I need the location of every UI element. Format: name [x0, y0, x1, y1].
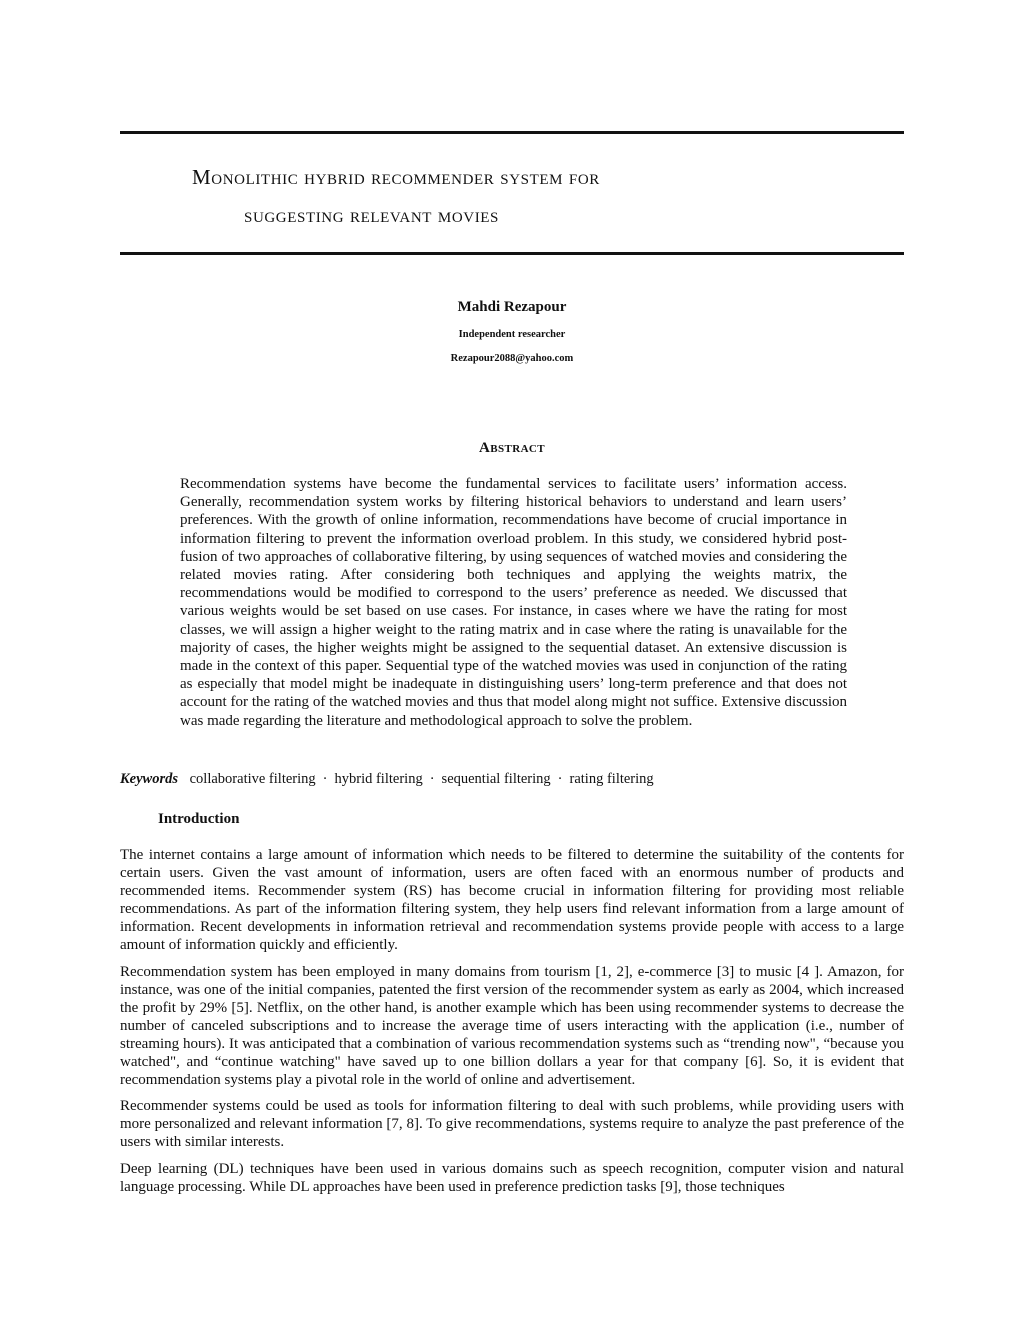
keyword-separator: · — [322, 771, 328, 787]
abstract-heading: Abstract — [479, 440, 545, 456]
keywords-line — [120, 770, 904, 788]
keywords-label: Keywords — [120, 771, 178, 787]
introduction-body — [120, 846, 904, 1204]
abstract-text: Recommendation systems have become the fundamental services to facilitate users’ information access. Generally, recommendation system works by filtering historical behaviors to understand and learn users’ preferences. With the growth of online information, recommendations have become of crucial importance in information filtering to prevent the information overload problem. In this study, we considered hybrid post-fusion of two approaches of collaborative filtering, by using sequences of watched movies and considering the related movies rating. After considering both techniques and applying the weights matrix, the recommendations would be modified to correspond to the users’ preference as needed. We discussed that various weights would be set based on use cases. For instance, in cases where we have the rating for most classes, we will assign a higher weight to the rating matrix and in case where the rating is unavailable for the majority of cases, the higher weights might be assigned to the sequential dataset. An extensive discussion is made in the context of this paper. Sequential type of the watched movies was used in conjunction of the rating as especially that model might be inadequate in distinguishing users’ long-term preference and that does not account for the rating of the watched movies and thus that model along might not suffice. Extensive discussion was made regarding the literature and methodological approach to solve the problem. — [180, 476, 847, 729]
author-email: Rezapour2088@yahoo.com — [450, 353, 574, 364]
title-rule-top — [120, 131, 904, 134]
introduction-heading: Introduction — [158, 811, 240, 827]
body-paragraph: Recommender systems could be used as tools for information filtering to deal with such problems, while providing users with more personalized and relevant information [7, 8]. To give recommendations, systems require to analyze the past preference of the users with similar interests. — [120, 1098, 904, 1151]
author-affiliation: Independent researcher — [458, 329, 566, 340]
keyword-item: sequential filtering — [441, 771, 551, 787]
keyword-separator: · — [429, 771, 435, 787]
title-line-1: Monolithic hybrid recommender system for — [192, 165, 600, 189]
keyword-item: hybrid filtering — [334, 771, 423, 787]
author-name: Mahdi Rezapour — [457, 299, 567, 315]
body-paragraph: Recommendation system has been employed in many domains from tourism [1, 2], e-commerce [3] to music [4 ]. Amazon, for instance, was one of the initial companies, patented the first version of the recommender system as early as 2004, which increased the profit by 29% [5]. Netflix, on the other hand, is another example which has been using recommender systems to decrease the number of canceled subscriptions and to increase the average time of users interacting with the application (i.e., number of streaming hours). It was anticipated that a combination of various recommendation systems such as “trending now", “because you watched", and “continue watching" have saved up to one billion dollars a year for that company [6]. So, it is evident that recommendation systems play a pivotal role in the world of online and advertisement. — [120, 963, 904, 1089]
keyword-item: rating filtering — [569, 771, 654, 787]
body-paragraph: The internet contains a large amount of information which needs to be filtered to determine the suitability of the contents for certain users. Given the vast amount of information, users are often faced with an enormous number of products and recommended items. Recommender system (RS) has become crucial in information filtering for providing most reliable recommendations. As part of the information filtering system, they help users find relevant information from a large amount of information. Recent developments in information retrieval and recommendation systems provide people with access to a large amount of information quickly and efficiently. — [120, 847, 904, 954]
keyword-item: collaborative filtering — [189, 771, 316, 787]
title-rule-bottom — [120, 252, 904, 255]
title-line-2: suggesting relevant movies — [244, 203, 499, 227]
body-paragraph: Deep learning (DL) techniques have been used in various domains such as speech recognition, computer vision and natural language processing. While DL approaches have been used in preference prediction tasks [9], those techniques — [120, 1160, 904, 1195]
keyword-separator: · — [557, 771, 563, 787]
paper-title — [192, 158, 892, 234]
author-block — [312, 296, 712, 366]
